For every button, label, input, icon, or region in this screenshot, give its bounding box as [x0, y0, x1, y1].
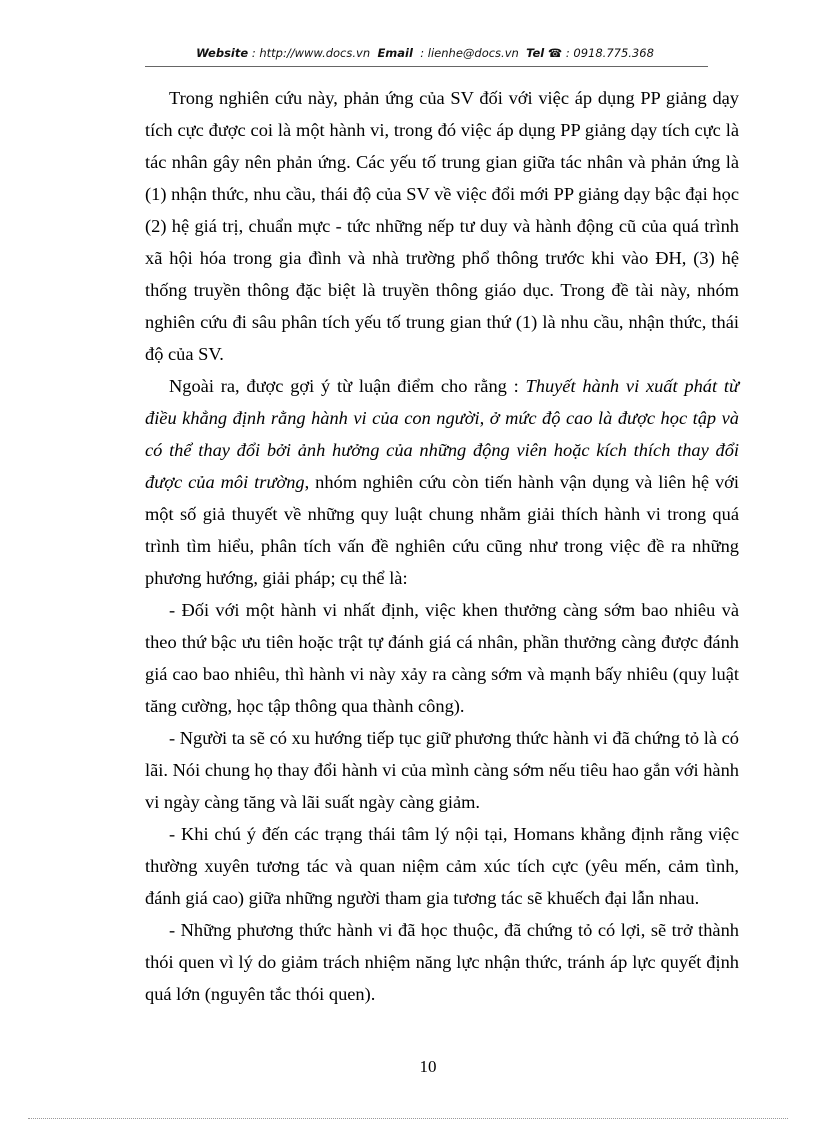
paragraph-2 — [145, 370, 739, 594]
website-label: Website — [196, 46, 249, 60]
header-divider — [145, 66, 708, 67]
paragraph-6: - Những phương thức hành vi đã học thuộc, đã chứng tỏ có lợi, sẽ trở thành thói quen vì lý do giảm trách nhiệm năng lực nhận thức, tránh áp lực quyết định quá lớn (nguyên tắc thói quen). — [145, 920, 739, 1004]
paragraph-1: Trong nghiên cứu này, phản ứng của SV đối với việc áp dụng PP giảng dạy tích cực được coi là một hành vi, trong đó việc áp dụng PP giảng dạy tích cực là tác nhân gây nên phản ứng. Các yếu tố trung gian giữa tác nhân và phản ứng là (1) nhận thức, nhu cầu, thái độ của SV về việc đổi mới PP giảng dạy bậc đại học (2) hệ giá trị, chuẩn mực - tức những nếp tư duy và hành động cũ của quá trình xã hội hóa trong gia đình và nhà trường phổ thông trước khi vào ĐH, (3) hệ thống truyền thông đặc biệt là truyền thông giáo dục. Trong đề tài này, nhóm nghiên cứu đi sâu phân tích yếu tố trung gian thứ (1) là nhu cầu, nhận thức, thái độ của SV. — [145, 88, 739, 364]
paragraph-2-intro: Ngoài ra, được gợi ý từ luận điểm cho rằng : — [169, 376, 526, 396]
footer-divider — [28, 1118, 788, 1119]
email-value[interactable]: lienhe@docs.vn — [427, 46, 519, 60]
phone-icon: ☎ — [547, 46, 563, 60]
tel-value: 0918.775.368 — [573, 46, 654, 60]
document-body — [145, 82, 739, 1010]
paragraph-4: - Người ta sẽ có xu hướng tiếp tục giữ phương thức hành vi đã chứng tỏ là có lãi. Nói chung họ thay đổi hành vi của mình càng sớm nếu tiêu hao gắn với hành vi ngày càng tăng và lãi suất ngày càng giảm. — [145, 728, 739, 812]
page-header: Website : http://www.docs.vn Email : lienhe@docs.vn Tel ☎ : 0918.775.368 — [196, 46, 654, 60]
paragraph-2-italic-quote: Thuyết hành vi xuất phát từ điều khẳng định rằng hành vi của con người, ở mức độ cao là được học tập và có thể thay đổi bởi ảnh hưởng của những động viên hoặc kích thích thay đổi được của môi trường — [145, 376, 740, 492]
email-label: Email — [377, 46, 413, 60]
website-url[interactable]: http://www.docs.vn — [259, 46, 371, 60]
paragraph-3: - Đối với một hành vi nhất định, việc khen thưởng càng sớm bao nhiêu và theo thứ bậc ưu tiên hoặc trật tự đánh giá cá nhân, phần thưởng càng được đánh giá cao bao nhiêu, thì hành vi này xảy ra càng sớm và mạnh bấy nhiêu (quy luật tăng cường, học tập thông qua thành công). — [145, 600, 739, 716]
paragraph-5: - Khi chú ý đến các trạng thái tâm lý nội tại, Homans khẳng định rằng việc thường xuyên tương tác và quan niệm cảm xúc tích cực (yêu mến, cảm tình, đánh giá cao) giữa những người tham gia tương tác sẽ khuếch đại lẫn nhau. — [145, 824, 739, 908]
page-number: 10 — [419, 1057, 437, 1076]
tel-label: Tel — [526, 46, 545, 60]
paragraph-2-rest: , nhóm nghiên cứu còn tiến hành vận dụng và liên hệ với một số giả thuyết về những quy luật chung nhằm giải thích hành vi trong quá trình tìm hiểu, phân tích vấn đề nghiên cứu cũng như trong việc đề ra những phương hướng, giải pháp; cụ thể là: — [145, 472, 740, 588]
